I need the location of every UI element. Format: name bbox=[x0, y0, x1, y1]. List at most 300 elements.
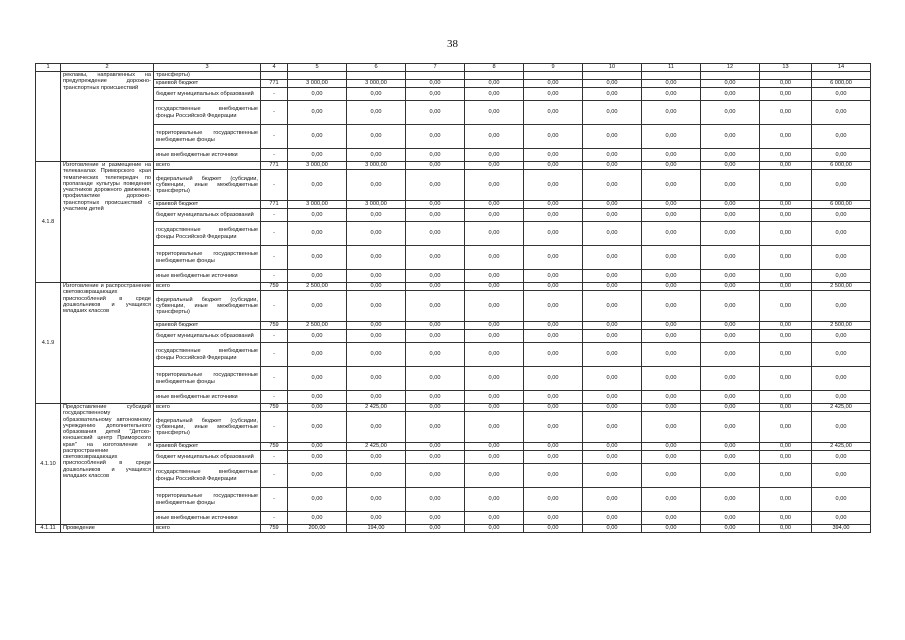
table-row bbox=[36, 149, 871, 162]
gr-code-cell: 759 bbox=[261, 322, 288, 330]
year-value-cell: 0,00 bbox=[760, 412, 812, 443]
year-value-cell: 0,00 bbox=[701, 283, 760, 291]
year-value-cell: 0,00 bbox=[642, 291, 701, 322]
total-cell: 0,00 bbox=[812, 330, 871, 343]
year-value-cell: 0,00 bbox=[524, 443, 583, 451]
year-value-cell: 0,00 bbox=[347, 322, 406, 330]
year-value-cell: 0,00 bbox=[288, 209, 347, 222]
year-value-cell: 0,00 bbox=[642, 170, 701, 201]
year-value-cell: 0,00 bbox=[465, 209, 524, 222]
gr-code-cell bbox=[261, 72, 288, 80]
year-value-cell: 0,00 bbox=[347, 283, 406, 291]
year-value-cell: 0,00 bbox=[524, 283, 583, 291]
year-value-cell bbox=[465, 72, 524, 80]
year-value-cell: 0,00 bbox=[347, 209, 406, 222]
year-value-cell: 0,00 bbox=[760, 170, 812, 201]
year-value-cell: 0,00 bbox=[465, 525, 524, 533]
total-cell: 0,00 bbox=[812, 270, 871, 283]
year-value-cell: 0,00 bbox=[406, 246, 465, 270]
funding-source: краевой бюджет bbox=[154, 80, 261, 88]
year-value-cell: 0,00 bbox=[288, 149, 347, 162]
table-row bbox=[36, 488, 871, 512]
year-value-cell: 0,00 bbox=[465, 412, 524, 443]
gr-code-cell: 759 bbox=[261, 404, 288, 412]
year-value-cell: 0,00 bbox=[760, 125, 812, 149]
year-value-cell: 0,00 bbox=[701, 404, 760, 412]
table-row bbox=[36, 512, 871, 525]
gr-code-cell: 759 bbox=[261, 443, 288, 451]
year-value-cell: 0,00 bbox=[583, 291, 642, 322]
year-value-cell: 0,00 bbox=[760, 201, 812, 209]
year-value-cell: 3 000,00 bbox=[347, 80, 406, 88]
year-value-cell: 0,00 bbox=[288, 367, 347, 391]
year-value-cell: 0,00 bbox=[701, 512, 760, 525]
gr-code-cell: 759 bbox=[261, 283, 288, 291]
year-value-cell: 0,00 bbox=[760, 322, 812, 330]
table-row bbox=[36, 72, 871, 80]
year-value-cell: 0,00 bbox=[288, 291, 347, 322]
funding-source: краевой бюджет bbox=[154, 322, 261, 330]
page-number: 38 bbox=[447, 38, 458, 50]
year-value-cell: 0,00 bbox=[288, 451, 347, 464]
column-number-8: 8 bbox=[465, 64, 524, 72]
funding-source: территориальные государственные внебюджетные фонды bbox=[154, 488, 261, 512]
total-cell: 0,00 bbox=[812, 451, 871, 464]
year-value-cell: 0,00 bbox=[701, 412, 760, 443]
year-value-cell: 0,00 bbox=[701, 201, 760, 209]
year-value-cell: 0,00 bbox=[524, 270, 583, 283]
year-value-cell: 0,00 bbox=[642, 322, 701, 330]
year-value-cell: 0,00 bbox=[347, 270, 406, 283]
year-value-cell: 0,00 bbox=[524, 149, 583, 162]
funding-source: территориальные государственные внебюджетные фонды bbox=[154, 246, 261, 270]
budget-table bbox=[35, 63, 871, 533]
year-value-cell: 0,00 bbox=[288, 404, 347, 412]
measure-name: Проведение bbox=[61, 525, 154, 533]
total-cell: 0,00 bbox=[812, 246, 871, 270]
year-value-cell: 0,00 bbox=[701, 343, 760, 367]
year-value-cell: 0,00 bbox=[288, 512, 347, 525]
column-number-3: 3 bbox=[154, 64, 261, 72]
year-value-cell: 0,00 bbox=[760, 222, 812, 246]
gr-code-cell: - bbox=[261, 291, 288, 322]
measure-name: рекламы, направленных на предупреждение дорожно-транспортных происшествий bbox=[61, 72, 154, 162]
year-value-cell: 0,00 bbox=[347, 246, 406, 270]
year-value-cell: 0,00 bbox=[583, 209, 642, 222]
gr-code-cell: - bbox=[261, 209, 288, 222]
year-value-cell: 0,00 bbox=[701, 222, 760, 246]
year-value-cell: 0,00 bbox=[642, 149, 701, 162]
year-value-cell: 2 500,00 bbox=[288, 283, 347, 291]
year-value-cell: 0,00 bbox=[642, 162, 701, 170]
gr-code-cell: - bbox=[261, 451, 288, 464]
table-row bbox=[36, 322, 871, 330]
total-cell: 0,00 bbox=[812, 488, 871, 512]
year-value-cell: 0,00 bbox=[406, 291, 465, 322]
year-value-cell: 0,00 bbox=[406, 170, 465, 201]
year-value-cell: 0,00 bbox=[760, 464, 812, 488]
year-value-cell: 0,00 bbox=[465, 80, 524, 88]
year-value-cell: 0,00 bbox=[642, 367, 701, 391]
gr-code-cell: - bbox=[261, 464, 288, 488]
table-row bbox=[36, 291, 871, 322]
year-value-cell: 0,00 bbox=[347, 343, 406, 367]
year-value-cell: 0,00 bbox=[701, 246, 760, 270]
year-value-cell: 0,00 bbox=[524, 291, 583, 322]
year-value-cell: 0,00 bbox=[288, 88, 347, 101]
year-value-cell: 0,00 bbox=[288, 330, 347, 343]
year-value-cell: 0,00 bbox=[701, 322, 760, 330]
year-value-cell: 0,00 bbox=[760, 488, 812, 512]
year-value-cell: 3 000,00 bbox=[288, 80, 347, 88]
year-value-cell: 2 500,00 bbox=[288, 322, 347, 330]
measure-name: Предоставление субсидий государственному образовательному автономному учреждению дополнительного образования детей "Детско-юношеский центр Приморского края" на изготовление и распространение световозвращающих приспособлений в среде дошкольников и учащихся младших классов bbox=[61, 404, 154, 525]
column-number-13: 13 bbox=[760, 64, 812, 72]
year-value-cell: 0,00 bbox=[524, 343, 583, 367]
table-row bbox=[36, 80, 871, 88]
total-cell: 0,00 bbox=[812, 222, 871, 246]
year-value-cell: 0,00 bbox=[524, 464, 583, 488]
year-value-cell: 0,00 bbox=[347, 391, 406, 404]
year-value-cell: 0,00 bbox=[701, 170, 760, 201]
year-value-cell: 0,00 bbox=[701, 149, 760, 162]
funding-source: государственные внебюджетные фонды Российской Федерации bbox=[154, 101, 261, 125]
year-value-cell: 0,00 bbox=[406, 283, 465, 291]
year-value-cell: 0,00 bbox=[583, 451, 642, 464]
year-value-cell: 0,00 bbox=[760, 162, 812, 170]
gr-code-cell: - bbox=[261, 512, 288, 525]
year-value-cell: 0,00 bbox=[406, 391, 465, 404]
funding-source: иные внебюджетные источники bbox=[154, 270, 261, 283]
gr-code-cell: 759 bbox=[261, 525, 288, 533]
total-cell: 0,00 bbox=[812, 149, 871, 162]
year-value-cell: 0,00 bbox=[642, 201, 701, 209]
year-value-cell: 0,00 bbox=[465, 488, 524, 512]
year-value-cell: 0,00 bbox=[642, 222, 701, 246]
year-value-cell: 0,00 bbox=[465, 149, 524, 162]
year-value-cell bbox=[642, 72, 701, 80]
year-value-cell: 2 425,00 bbox=[347, 443, 406, 451]
year-value-cell: 0,00 bbox=[347, 330, 406, 343]
year-value-cell: 0,00 bbox=[701, 80, 760, 88]
funding-source: всего bbox=[154, 404, 261, 412]
year-value-cell: 0,00 bbox=[524, 404, 583, 412]
year-value-cell: 0,00 bbox=[583, 246, 642, 270]
year-value-cell: 0,00 bbox=[583, 464, 642, 488]
year-value-cell: 0,00 bbox=[406, 222, 465, 246]
column-number-2: 2 bbox=[61, 64, 154, 72]
gr-code-cell: - bbox=[261, 222, 288, 246]
year-value-cell: 0,00 bbox=[347, 125, 406, 149]
table-row bbox=[36, 391, 871, 404]
total-cell: 0,00 bbox=[812, 101, 871, 125]
year-value-cell: 0,00 bbox=[465, 464, 524, 488]
year-value-cell: 0,00 bbox=[465, 170, 524, 201]
year-value-cell: 0,00 bbox=[701, 101, 760, 125]
year-value-cell: 0,00 bbox=[760, 246, 812, 270]
year-value-cell: 0,00 bbox=[701, 270, 760, 283]
year-value-cell: 0,00 bbox=[465, 222, 524, 246]
year-value-cell: 0,00 bbox=[642, 451, 701, 464]
year-value-cell: 0,00 bbox=[347, 88, 406, 101]
year-value-cell: 0,00 bbox=[288, 246, 347, 270]
year-value-cell: 0,00 bbox=[524, 170, 583, 201]
year-value-cell bbox=[524, 72, 583, 80]
column-number-12: 12 bbox=[701, 64, 760, 72]
year-value-cell: 0,00 bbox=[701, 88, 760, 101]
year-value-cell: 0,00 bbox=[760, 291, 812, 322]
year-value-cell: 0,00 bbox=[465, 201, 524, 209]
table-row bbox=[36, 451, 871, 464]
year-value-cell bbox=[760, 72, 812, 80]
year-value-cell: 0,00 bbox=[465, 291, 524, 322]
total-cell: 0,00 bbox=[812, 512, 871, 525]
total-cell: 0,00 bbox=[812, 88, 871, 101]
year-value-cell: 0,00 bbox=[465, 391, 524, 404]
year-value-cell: 0,00 bbox=[583, 343, 642, 367]
funding-source: государственные внебюджетные фонды Российской Федерации bbox=[154, 343, 261, 367]
year-value-cell: 0,00 bbox=[701, 330, 760, 343]
table-row bbox=[36, 343, 871, 367]
year-value-cell: 0,00 bbox=[760, 391, 812, 404]
year-value-cell: 0,00 bbox=[465, 443, 524, 451]
year-value-cell: 0,00 bbox=[406, 330, 465, 343]
total-cell: 0,00 bbox=[812, 391, 871, 404]
year-value-cell: 0,00 bbox=[465, 330, 524, 343]
year-value-cell bbox=[701, 72, 760, 80]
column-number-7: 7 bbox=[406, 64, 465, 72]
year-value-cell: 0,00 bbox=[406, 88, 465, 101]
year-value-cell: 0,00 bbox=[524, 451, 583, 464]
year-value-cell: 0,00 bbox=[524, 246, 583, 270]
year-value-cell: 0,00 bbox=[583, 88, 642, 101]
total-cell: 6 000,00 bbox=[812, 201, 871, 209]
year-value-cell: 0,00 bbox=[524, 80, 583, 88]
year-value-cell: 0,00 bbox=[406, 322, 465, 330]
year-value-cell: 0,00 bbox=[288, 125, 347, 149]
funding-source: иные внебюджетные источники bbox=[154, 149, 261, 162]
funding-source: территориальные государственные внебюджетные фонды bbox=[154, 367, 261, 391]
year-value-cell: 0,00 bbox=[406, 149, 465, 162]
year-value-cell: 0,00 bbox=[406, 201, 465, 209]
year-value-cell: 0,00 bbox=[760, 283, 812, 291]
year-value-cell: 0,00 bbox=[524, 322, 583, 330]
year-value-cell: 0,00 bbox=[583, 222, 642, 246]
gr-code-cell: 771 bbox=[261, 201, 288, 209]
year-value-cell: 0,00 bbox=[347, 412, 406, 443]
year-value-cell: 0,00 bbox=[701, 443, 760, 451]
gr-code-cell: - bbox=[261, 330, 288, 343]
year-value-cell: 0,00 bbox=[406, 101, 465, 125]
total-cell: 0,00 bbox=[812, 291, 871, 322]
funding-source: всего bbox=[154, 162, 261, 170]
funding-source: государственные внебюджетные фонды Российской Федерации bbox=[154, 222, 261, 246]
year-value-cell: 0,00 bbox=[642, 412, 701, 443]
year-value-cell: 0,00 bbox=[642, 488, 701, 512]
year-value-cell: 0,00 bbox=[760, 149, 812, 162]
column-number-5: 5 bbox=[288, 64, 347, 72]
total-cell: 0,00 bbox=[812, 170, 871, 201]
year-value-cell: 0,00 bbox=[406, 512, 465, 525]
gr-code-cell: - bbox=[261, 270, 288, 283]
funding-source: краевой бюджет bbox=[154, 443, 261, 451]
year-value-cell: 0,00 bbox=[642, 270, 701, 283]
year-value-cell: 0,00 bbox=[406, 464, 465, 488]
year-value-cell: 0,00 bbox=[642, 125, 701, 149]
table-row bbox=[36, 412, 871, 443]
year-value-cell: 0,00 bbox=[406, 443, 465, 451]
year-value-cell: 3 000,00 bbox=[288, 201, 347, 209]
funding-source: краевой бюджет bbox=[154, 201, 261, 209]
gr-code-cell: - bbox=[261, 343, 288, 367]
total-cell: 0,00 bbox=[812, 209, 871, 222]
year-value-cell: 0,00 bbox=[524, 391, 583, 404]
year-value-cell: 0,00 bbox=[642, 525, 701, 533]
table-row bbox=[36, 464, 871, 488]
year-value-cell: 3 000,00 bbox=[347, 201, 406, 209]
budget-table-container bbox=[35, 63, 870, 533]
year-value-cell: 0,00 bbox=[347, 149, 406, 162]
year-value-cell: 0,00 bbox=[347, 170, 406, 201]
year-value-cell: 0,00 bbox=[288, 412, 347, 443]
year-value-cell: 0,00 bbox=[760, 209, 812, 222]
funding-source: бюджет муниципальных образований bbox=[154, 330, 261, 343]
year-value-cell: 0,00 bbox=[583, 170, 642, 201]
year-value-cell: 0,00 bbox=[583, 162, 642, 170]
measure-code: 4.1.10 bbox=[36, 404, 61, 525]
total-cell: 394,00 bbox=[812, 525, 871, 533]
year-value-cell: 0,00 bbox=[406, 343, 465, 367]
year-value-cell: 0,00 bbox=[288, 464, 347, 488]
year-value-cell: 0,00 bbox=[583, 367, 642, 391]
year-value-cell: 0,00 bbox=[465, 451, 524, 464]
year-value-cell: 0,00 bbox=[583, 525, 642, 533]
year-value-cell: 0,00 bbox=[583, 330, 642, 343]
funding-source: всего bbox=[154, 283, 261, 291]
year-value-cell: 0,00 bbox=[583, 101, 642, 125]
year-value-cell: 0,00 bbox=[465, 125, 524, 149]
year-value-cell: 0,00 bbox=[524, 201, 583, 209]
year-value-cell: 0,00 bbox=[642, 88, 701, 101]
year-value-cell: 0,00 bbox=[406, 367, 465, 391]
table-row bbox=[36, 270, 871, 283]
table-row bbox=[36, 330, 871, 343]
year-value-cell: 0,00 bbox=[465, 162, 524, 170]
year-value-cell: 194,00 bbox=[347, 525, 406, 533]
year-value-cell: 0,00 bbox=[701, 367, 760, 391]
year-value-cell: 0,00 bbox=[701, 162, 760, 170]
total-cell: 6 000,00 bbox=[812, 80, 871, 88]
gr-code-cell: 771 bbox=[261, 162, 288, 170]
year-value-cell: 0,00 bbox=[642, 283, 701, 291]
gr-code-cell: - bbox=[261, 170, 288, 201]
year-value-cell: 0,00 bbox=[524, 125, 583, 149]
year-value-cell: 0,00 bbox=[406, 209, 465, 222]
table-row bbox=[36, 201, 871, 209]
year-value-cell: 0,00 bbox=[642, 464, 701, 488]
year-value-cell: 0,00 bbox=[347, 512, 406, 525]
year-value-cell: 0,00 bbox=[347, 101, 406, 125]
column-number-9: 9 bbox=[524, 64, 583, 72]
year-value-cell: 200,00 bbox=[288, 525, 347, 533]
column-number-14: 14 bbox=[812, 64, 871, 72]
year-value-cell: 0,00 bbox=[760, 270, 812, 283]
year-value-cell: 0,00 bbox=[760, 101, 812, 125]
year-value-cell: 0,00 bbox=[465, 322, 524, 330]
year-value-cell: 0,00 bbox=[642, 404, 701, 412]
table-body bbox=[36, 72, 871, 533]
year-value-cell: 0,00 bbox=[347, 488, 406, 512]
funding-source: иные внебюджетные источники bbox=[154, 391, 261, 404]
year-value-cell: 0,00 bbox=[524, 412, 583, 443]
year-value-cell: 0,00 bbox=[583, 125, 642, 149]
table-row bbox=[36, 283, 871, 291]
total-cell: 0,00 bbox=[812, 412, 871, 443]
year-value-cell: 0,00 bbox=[465, 101, 524, 125]
total-cell: 2 425,00 bbox=[812, 404, 871, 412]
year-value-cell bbox=[583, 72, 642, 80]
year-value-cell: 0,00 bbox=[760, 343, 812, 367]
table-row bbox=[36, 443, 871, 451]
funding-source: бюджет муниципальных образований bbox=[154, 209, 261, 222]
table-row bbox=[36, 101, 871, 125]
total-cell: 0,00 bbox=[812, 367, 871, 391]
table-row bbox=[36, 125, 871, 149]
column-number-6: 6 bbox=[347, 64, 406, 72]
column-number-11: 11 bbox=[642, 64, 701, 72]
year-value-cell: 0,00 bbox=[347, 291, 406, 322]
year-value-cell: 0,00 bbox=[524, 525, 583, 533]
table-row bbox=[36, 170, 871, 201]
funding-source: бюджет муниципальных образований bbox=[154, 451, 261, 464]
year-value-cell: 0,00 bbox=[583, 80, 642, 88]
table-row bbox=[36, 222, 871, 246]
year-value-cell: 0,00 bbox=[701, 125, 760, 149]
year-value-cell: 0,00 bbox=[347, 222, 406, 246]
measure-code: 4.1.8 bbox=[36, 162, 61, 283]
funding-source: государственные внебюджетные фонды Российской Федерации bbox=[154, 464, 261, 488]
year-value-cell: 0,00 bbox=[583, 391, 642, 404]
gr-code-cell: - bbox=[261, 488, 288, 512]
year-value-cell: 0,00 bbox=[583, 270, 642, 283]
year-value-cell: 0,00 bbox=[524, 88, 583, 101]
year-value-cell bbox=[406, 72, 465, 80]
year-value-cell: 0,00 bbox=[583, 283, 642, 291]
year-value-cell: 0,00 bbox=[701, 291, 760, 322]
year-value-cell: 0,00 bbox=[583, 404, 642, 412]
funding-source: трансферты) bbox=[154, 72, 261, 80]
year-value-cell: 0,00 bbox=[760, 404, 812, 412]
year-value-cell: 0,00 bbox=[347, 464, 406, 488]
gr-code-cell: - bbox=[261, 391, 288, 404]
measure-name: Изготовление и размещение на телеканалах Приморского края тематических телепередач по пропаганде культуры поведения участников дорожного движения, профилактике дорожно-транспортных происшествий с участием детей bbox=[61, 162, 154, 283]
year-value-cell: 0,00 bbox=[288, 343, 347, 367]
year-value-cell: 0,00 bbox=[642, 330, 701, 343]
funding-source: территориальные государственные внебюджетные фонды bbox=[154, 125, 261, 149]
year-value-cell: 0,00 bbox=[760, 88, 812, 101]
year-value-cell: 0,00 bbox=[583, 488, 642, 512]
year-value-cell: 0,00 bbox=[465, 343, 524, 367]
year-value-cell: 0,00 bbox=[583, 443, 642, 451]
year-value-cell: 0,00 bbox=[465, 367, 524, 391]
total-cell: 2 500,00 bbox=[812, 322, 871, 330]
table-row bbox=[36, 525, 871, 533]
year-value-cell: 0,00 bbox=[760, 367, 812, 391]
total-cell: 0,00 bbox=[812, 125, 871, 149]
year-value-cell: 0,00 bbox=[288, 443, 347, 451]
year-value-cell: 0,00 bbox=[406, 412, 465, 443]
year-value-cell: 0,00 bbox=[701, 209, 760, 222]
